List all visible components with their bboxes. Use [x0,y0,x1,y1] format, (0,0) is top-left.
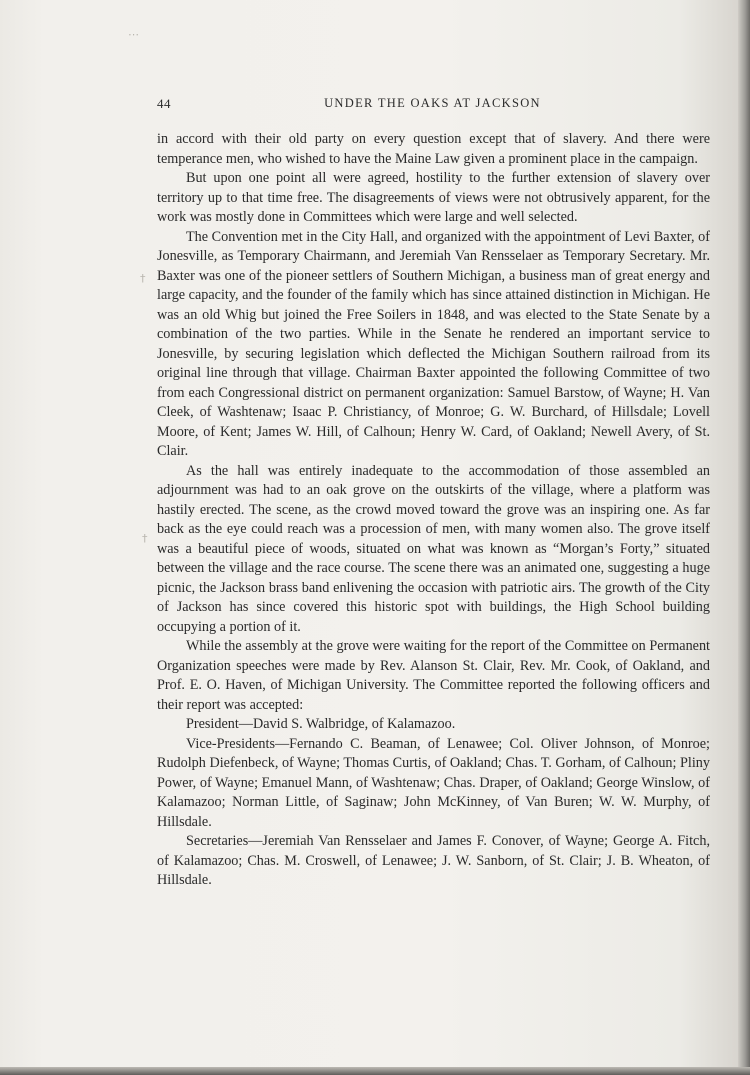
paragraph: President—David S. Walbridge, of Kalamazoo. [186,716,456,732]
paragraph: Vice-Presidents—Fernando C. Beaman, of Lenawee; Col. Oliver Johnson, of Monroe; Rudolph Diefenbeck, of Wayne; Thomas Curtis, of Oakland; Chas. T. Gorham, of Calhoun; Pliny Power, of Wayne; Emanuel Mann, of Washtenaw; Chas. Draper, of Oakland; George Winslow, of Kalamazoo; Norman Little, of Saginaw; John McKinney, of Van Buren; W. W. Murphy, of Hillsdale. [157,735,710,830]
paragraph: As the hall was entirely inadequate to the accommodation of those assembled an adjournment was had to an oak grove on the outskirts of the village, where a platform was hastily erected. The scene, as the crowd moved toward the grove was an inspiring one. As far back as the eye could reach was a procession of men, with many women also. The grove itself was a beautiful piece of woods, situated on what was known as “Morgan’s Forty,” situated between the village and the race course. The scene there was an animated one, suggesting a huge picnic, the Jackson brass band enlivening the occasion with patriotic airs. The growth of the City of Jackson has since covered this historic spot with buildings, the High School building occupying a portion of it. [157,462,710,635]
paragraph: in accord with their old party on every question except that of slavery. And there were temperance men, who wished to have the Maine Law given a prominent place in the campaign. [157,131,710,167]
page-smudge: ⋯ [128,28,139,41]
paragraph: While the assembly at the grove were waiting for the report of the Committee on Permanent Organization speeches were made by Rev. Alanson St. Clair, Rev. Mr. Cook, of Oakland, and Prof. E. O. Haven, of Michigan University. The Committee reported the following officers and their report was accepted: [157,638,710,713]
page-bottom-edge [0,1067,750,1075]
body-text [157,130,710,891]
page-header [157,96,708,116]
margin-mark: † [142,532,148,545]
margin-mark: † [140,272,146,285]
page-edge-shadow [738,0,750,1075]
paragraph: The Convention met in the City Hall, and organized with the appointment of Levi Baxter, of Jonesville, as Temporary Chairmann, and Jeremiah Van Rensselaer as Temporary Secretary. Mr. Baxter was one of the pioneer settlers of Southern Michigan, a business man of great energy and large capacity, and the founder of the family which has since attained distinction in Michigan. He was an old Whig but joined the Free Soilers in 1848, and was elected to the State Senate by a combination of the two parties. While in the Senate he rendered an important service to Jonesville, by securing legislation which deflected the Michigan Southern railroad from its original line through that village. Chairman Baxter appointed the following Committee of two from each Congressional district on permanent organization: Samuel Barstow, of Wayne; H. Van Cleek, of Washtenaw; Isaac P. Christiancy, of Monroe; G. W. Burchard, of Hillsdale; Lovell Moore, of Kent; James W. Hill, of Calhoun; Henry W. Card, of Oakland; Newell Avery, of St. Clair. [157,228,710,459]
paragraph: Secretaries—Jeremiah Van Rensselaer and James F. Conover, of Wayne; George A. Fitch, of Kalamazoo; Chas. M. Croswell, of Lenawee; J. W. Sanborn, of St. Clair; J. B. Wheaton, of Hillsdale. [157,833,710,888]
paragraph: But upon one point all were agreed, hostility to the further extension of slavery over territory up to that time free. The disagreements of views were not obtrusively apparent, for the work was mostly done in Committees which were large and well selected. [157,170,710,225]
running-head: UNDER THE OAKS AT JACKSON [324,96,541,110]
page-number: 44 [157,96,171,111]
